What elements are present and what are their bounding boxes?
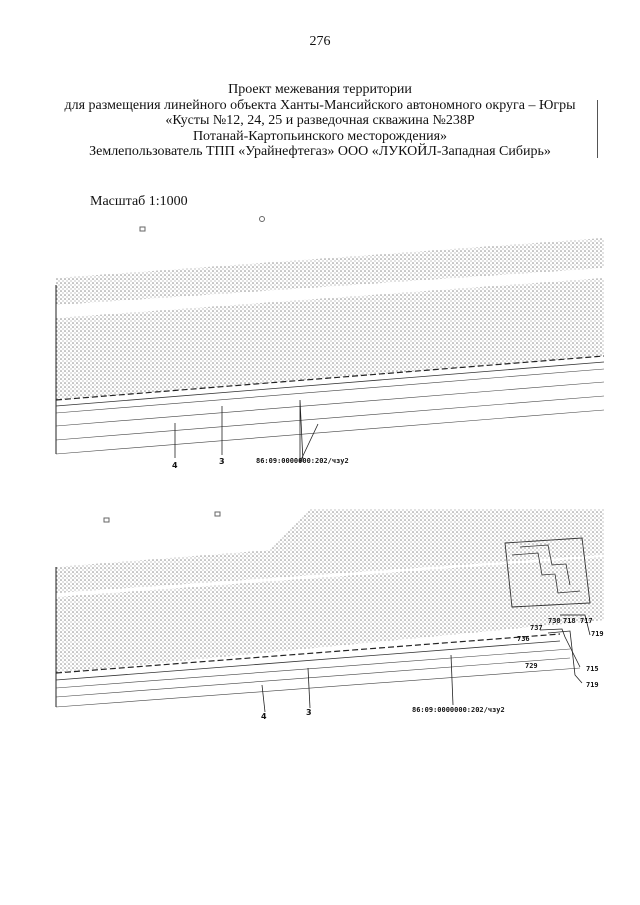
point-label-738: 738 xyxy=(548,617,561,625)
point-marker xyxy=(104,518,109,522)
title-line-4: Потанай-Картопьинского месторождения» xyxy=(192,128,448,144)
point-label-718: 718 xyxy=(563,617,576,625)
margin-rule xyxy=(597,100,598,158)
point-label-737: 737 xyxy=(530,624,543,632)
label-4: 4 xyxy=(172,461,178,470)
leader-line-4 xyxy=(262,685,265,712)
label-4: 4 xyxy=(261,712,267,721)
cadastral-label: 86:09:0000000:202/чзу2 xyxy=(256,457,349,465)
title-line-5: Землепользователь ТПП «Урайнефтегаз» ООО «ЛУКОЙЛ-Западная Сибирь» xyxy=(89,144,551,159)
label-3: 3 xyxy=(219,457,225,466)
cadastral-label: 86:09:0000000:202/чзу2 xyxy=(412,706,505,714)
title-line-3: «Кусты №12, 24, 25 и разведочная скважина №238Р xyxy=(165,113,475,128)
point-label-729: 729 xyxy=(525,662,538,670)
label-3: 3 xyxy=(306,708,312,717)
leader-line-cadastral xyxy=(451,655,453,705)
title-line-2: для размещения линейного объекта Ханты-Мансийского автономного округа – Югры xyxy=(64,97,576,113)
point-marker xyxy=(140,227,145,231)
point-label-717: 717 xyxy=(580,617,593,625)
map-fragment-2 xyxy=(0,495,640,730)
point-label-719-lower: 719 xyxy=(586,681,599,689)
corridor-line xyxy=(56,396,604,440)
leader-line-cadastral xyxy=(300,400,318,462)
scale-label: Масштаб 1:1000 xyxy=(90,194,188,209)
map-fragment-1 xyxy=(0,210,640,480)
point-connector xyxy=(548,631,582,683)
page-number: 276 xyxy=(309,34,331,49)
point-label-736: 736 xyxy=(517,635,530,643)
point-label-719-upper: 719 xyxy=(591,630,604,638)
point-marker xyxy=(215,512,220,516)
point-marker xyxy=(260,217,265,222)
corridor-line xyxy=(56,410,604,454)
document-title xyxy=(40,82,600,160)
title-line-1: Проект межевания территории xyxy=(228,82,412,97)
point-label-715: 715 xyxy=(586,665,599,673)
